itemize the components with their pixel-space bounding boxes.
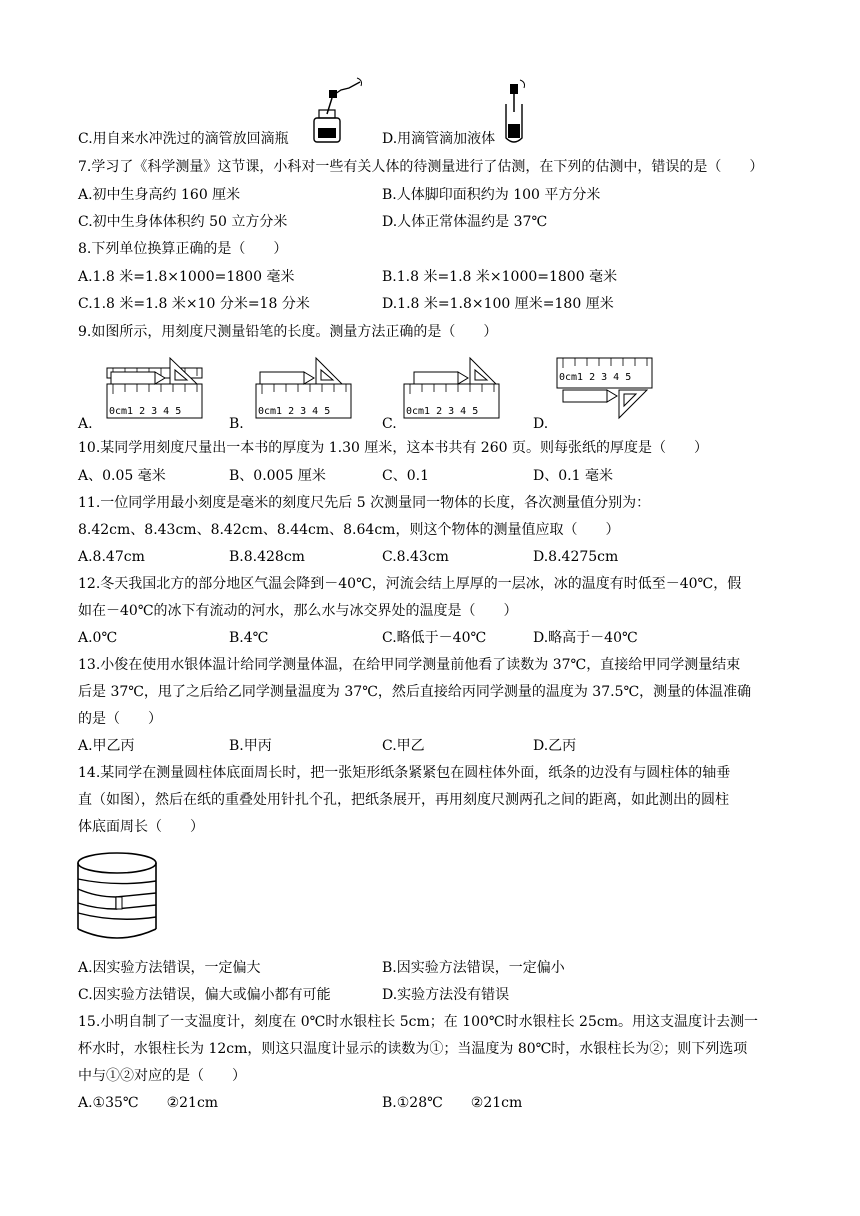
q8-option-d: D.1.8 米=1.8×100 厘米=180 厘米 (382, 296, 614, 312)
q12-option-d: D.略高于－40℃ (533, 630, 638, 646)
ruler-label-b: 0cm1 2 3 4 5 (258, 406, 331, 417)
q13-stem-line2: 后是 37℃，甩了之后给乙同学测量温度为 37℃，然后直接给丙同学测量的温度为 37.5℃，测量的体温准确 (78, 684, 752, 700)
q14-stem-line3: 体底面周长（ ） (78, 819, 204, 835)
ruler-figure-c (402, 354, 502, 426)
q8-option-c: C.1.8 米=1.8 米×10 分米=18 分米 (78, 296, 310, 312)
q13-option-a: A.甲乙丙 (78, 738, 135, 754)
q12-option-b: B.4℃ (229, 630, 269, 646)
q11-stem-line2: 8.42cm、8.43cm、8.42cm、8.44cm、8.64cm，则这个物体的测量值应取（ ） (78, 522, 620, 538)
q7-option-b: B.人体脚印面积约为 100 平方分米 (382, 187, 601, 203)
q14-stem-line1: 14.某同学在测量圆柱体底面周长时，把一张矩形纸条紧紧包在圆柱体外面，纸条的边没有与圆柱体的轴垂 (78, 765, 731, 781)
q13-option-b: B.甲丙 (229, 738, 272, 754)
q8-option-b: B.1.8 米=1.8 米×1000=1800 毫米 (382, 269, 618, 285)
q10-option-d: D、0.1 毫米 (533, 468, 613, 484)
dropper-testtube-image (500, 78, 530, 146)
q12-stem-line2: 如在－40℃的冰下有流动的河水，那么水与冰交界处的温度是（ ） (78, 603, 518, 619)
q15-option-a: A.①35℃ ②21cm (78, 1095, 219, 1111)
q14-option-d: D.实验方法没有错误 (382, 987, 510, 1003)
q14-option-b: B.因实验方法错误，一定偏小 (382, 960, 565, 976)
cylinder-paper-figure (76, 851, 160, 941)
q7-option-d: D.人体正常体温约是 37℃ (382, 214, 548, 230)
q11-option-b: B.8.428cm (229, 549, 305, 565)
q13-option-c: C.甲乙 (382, 738, 425, 754)
q12-option-a: A.0℃ (78, 630, 118, 646)
q11-stem-line1: 11.一位同学用最小刻度是毫米的刻度尺先后 5 次测量同一物体的长度，各次测量值分别为： (78, 495, 651, 511)
q9-option-d: D. (533, 416, 549, 432)
q7-stem: 7.学习了《科学测量》这节课，小科对一些有关人体的待测量进行了估测，在下列的估测中，错误的是（ ） (78, 159, 764, 175)
q8-stem: 8.下列单位换算正确的是（ ） (78, 241, 288, 257)
q6-option-c: C.用自来水冲洗过的滴管放回滴瓶 (78, 131, 289, 147)
dropper-bottle-image (305, 76, 365, 144)
q9-option-a: A. (78, 416, 93, 432)
q7-option-c: C.初中生身体体积约 50 立方分米 (78, 214, 288, 230)
q9-stem: 9.如图所示，用刻度尺测量铅笔的长度。测量方法正确的是（ ） (78, 324, 498, 340)
q13-stem-line1: 13.小俊在使用水银体温计给同学测量体温，在给甲同学测量前他看了读数为 37℃，直接给甲同学测量结束 (78, 657, 741, 673)
q11-option-d: D.8.4275cm (533, 549, 619, 565)
q13-option-d: D.乙丙 (533, 738, 577, 754)
q11-option-c: C.8.43cm (382, 549, 449, 565)
q15-stem-line2: 杯水时，水银柱长为 12cm，则这只温度计显示的读数为①；当温度为 80℃时，水银柱长为②；则下列选项 (78, 1041, 748, 1057)
q10-option-a: A、0.05 毫米 (78, 468, 166, 484)
q15-option-b: B.①28℃ ②21cm (382, 1095, 523, 1111)
q9-option-b: B. (229, 416, 244, 432)
ruler-label-d: 0cm1 2 3 4 5 (559, 372, 632, 383)
q15-stem-line1: 15.小明自制了一支温度计，刻度在 0℃时水银柱长 5cm；在 100℃时水银柱长 25cm。用这支温度计去测一 (78, 1014, 758, 1030)
ruler-label-a: 0cm1 2 3 4 5 (109, 406, 182, 417)
q8-option-a: A.1.8 米=1.8×1000=1800 毫米 (78, 269, 295, 285)
q14-stem-line2: 直（如图），然后在纸的重叠处用针扎个孔，把纸条展开，再用刻度尺测两孔之间的距离，如此测出的圆柱 (78, 792, 729, 808)
q12-stem-line1: 12.冬天我国北方的部分地区气温会降到－40℃，河流会结上厚厚的一层冰，冰的温度有时低至－40℃，假 (78, 576, 742, 592)
q13-stem-line3: 的是（ ） (78, 711, 162, 727)
q10-option-b: B、0.005 厘米 (229, 468, 326, 484)
q14-option-c: C.因实验方法错误，偏大或偏小都有可能 (78, 987, 331, 1003)
q9-option-c: C. (382, 416, 397, 432)
ruler-label-c: 0cm1 2 3 4 5 (406, 406, 479, 417)
ruler-figure-d (555, 356, 655, 428)
q15-stem-line3: 中与①②对应的是（ ） (78, 1068, 246, 1084)
q7-option-a: A.初中生身高约 160 厘米 (78, 187, 241, 203)
q10-option-c: C、0.1 (382, 468, 429, 484)
ruler-figure-a (105, 354, 205, 426)
q12-option-c: C.略低于－40℃ (382, 630, 487, 646)
q10-stem: 10.某同学用刻度尺量出一本书的厚度为 1.30 厘米，这本书共有 260 页。则每张纸的厚度是（ ） (78, 440, 708, 456)
q6-option-d: D.用滴管滴加液体 (382, 131, 496, 147)
ruler-figure-b (254, 354, 354, 426)
q11-option-a: A.8.47cm (78, 549, 145, 565)
q14-option-a: A.因实验方法错误，一定偏大 (78, 960, 261, 976)
